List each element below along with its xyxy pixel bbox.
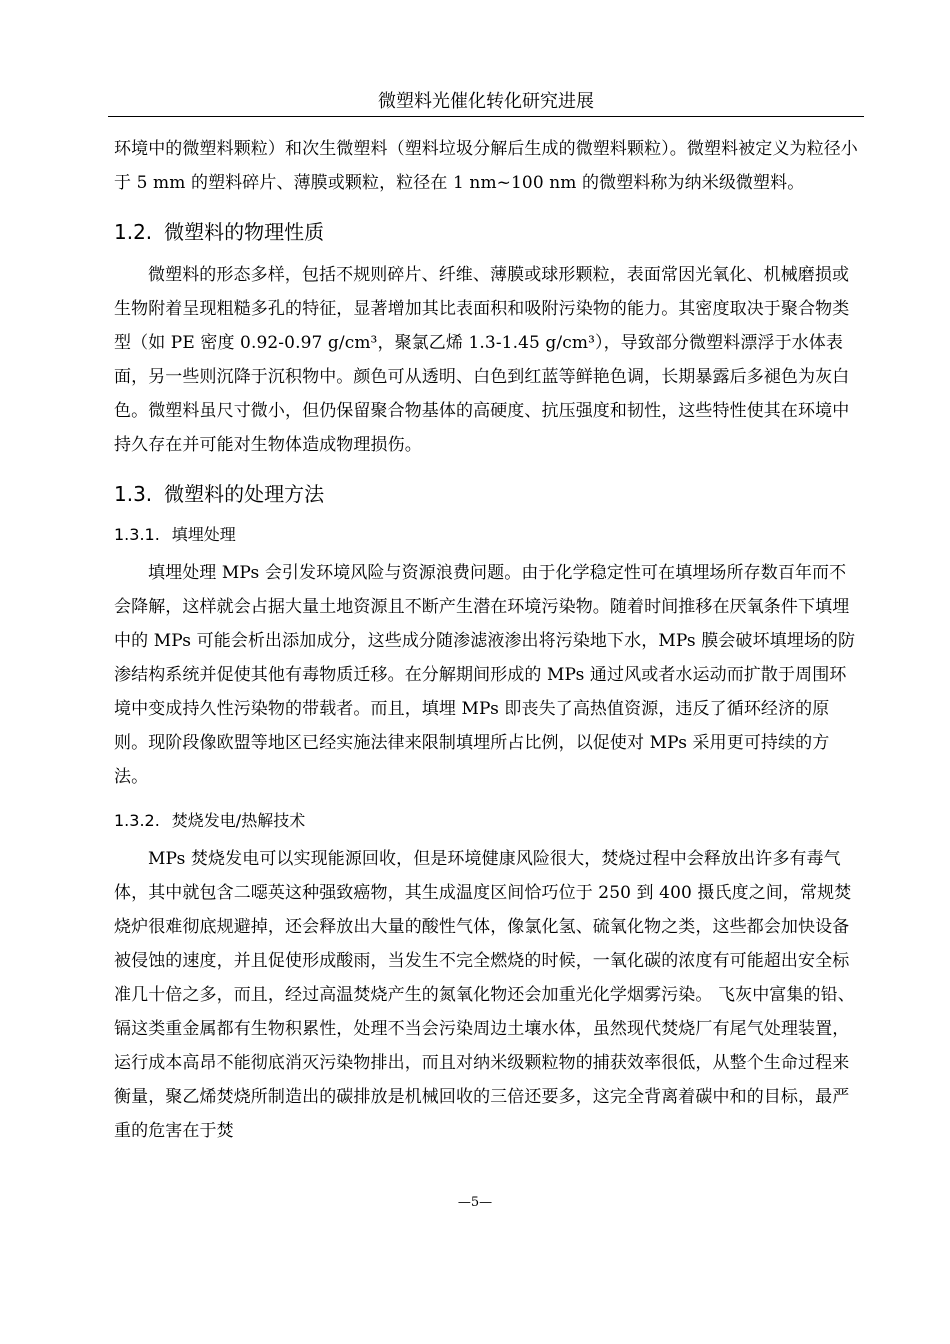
subsection-heading-1-3-2 [114, 808, 860, 834]
section-heading-1-3 [114, 480, 860, 508]
subsection-1-3-1-paragraph: 填埋处理 MPs 会引发环境风险与资源浪费问题。由于化学稳定性可在填埋场所存数百年而不会降解，这样就会占据大量土地资源且不断产生潜在环境污染物。随着时间推移在厌氧条件下填埋中的 MPs 可能会析出添加成分，这些成分随渗滤液渗出将污染地下水，MPs 膜会破坏填埋场的防渗结构系统并促使其他有毒物质迁移。在分解期间形成的 MPs 通过风或者水运动而扩散于周围环境中变成持久性污染物的带载者。而且，填埋 MPs 即丧失了高热值资源，违反了循环经济的原则。现阶段像欧盟等地区已经实施法律来限制填埋所占比例，以促使对 MPs 采用更可持续的方法。 [114, 563, 856, 787]
subsection-1-3-2-paragraph: MPs 焚烧发电可以实现能源回收，但是环境健康风险很大，焚烧过程中会释放出许多有毒气体，其中就包含二噁英这种强致癌物，其生成温度区间恰巧位于 250 到 400 摄氏度之间，常规焚烧炉很难彻底规避掉，还会释放出大量的酸性气体，像氯化氢、硫氧化物之类，这些都会加快设备被侵蚀的速度，并且促使形成酸雨，当发生不完全燃烧的时候，一氧化碳的浓度有可能超出安全标准几十倍之多，而且，经过高温焚烧产生的氮氧化物还会加重光化学烟雾污染。 飞灰中富集的铅、镉这类重金属都有生物积累性，处理不当会污染周边土壤水体，虽然现代焚烧厂有尾气处理装置，运行成本高昂不能彻底消灭污染物排出，而且对纳米级颗粒物的捕获效率很低，从整个生命过程来衡量，聚乙烯焚烧所制造出的碳排放是机械回收的三倍还要多，这完全背离着碳中和的目标，最严重的危害在于焚 [114, 849, 855, 1141]
section-title: 微塑料的物理性质 [164, 220, 325, 244]
intro-paragraph: 环境中的微塑料颗粒）和次生微塑料（塑料垃圾分解后生成的微塑料颗粒）。微塑料被定义为粒径小于 5 mm 的塑料碎片、薄膜或颗粒，粒径在 1 nm~100 nm 的微塑料称为纳米级微塑料。 [114, 139, 858, 193]
section-heading-1-2 [114, 218, 860, 246]
subsection-number: 1.3.1. [114, 525, 160, 544]
page-content [114, 132, 860, 1148]
header-rule [108, 116, 864, 117]
page-number: —5— [457, 1195, 493, 1210]
subsection-title: 焚烧发电/热解技术 [171, 811, 306, 830]
running-header: 微塑料光催化转化研究进展 [378, 91, 594, 112]
section-title: 微塑料的处理方法 [164, 482, 325, 506]
subsection-title: 填埋处理 [171, 525, 236, 544]
section-number: 1.3. [114, 482, 153, 506]
subsection-number: 1.3.2. [114, 811, 160, 830]
subsection-heading-1-3-1 [114, 522, 860, 548]
section-number: 1.2. [114, 220, 153, 244]
section-1-2-paragraph: 微塑料的形态多样，包括不规则碎片、纤维、薄膜或球形颗粒，表面常因光氧化、机械磨损或生物附着呈现粗糙多孔的特征，显著增加其比表面积和吸附污染物的能力。其密度取决于聚合物类型（如 PE 密度 0.92-0.97 g/cm³，聚氯乙烯 1.3-1.45 g/cm³），导致部分微塑料漂浮于水体表面，另一些则沉降于沉积物中。颜色可从透明、白色到红蓝等鲜艳色调，长期暴露后多褪色为灰白色。微塑料虽尺寸微小，但仍保留聚合物基体的高硬度、抗压强度和韧性，这些特性使其在环境中持久存在并可能对生物体造成物理损伤。 [114, 265, 850, 455]
